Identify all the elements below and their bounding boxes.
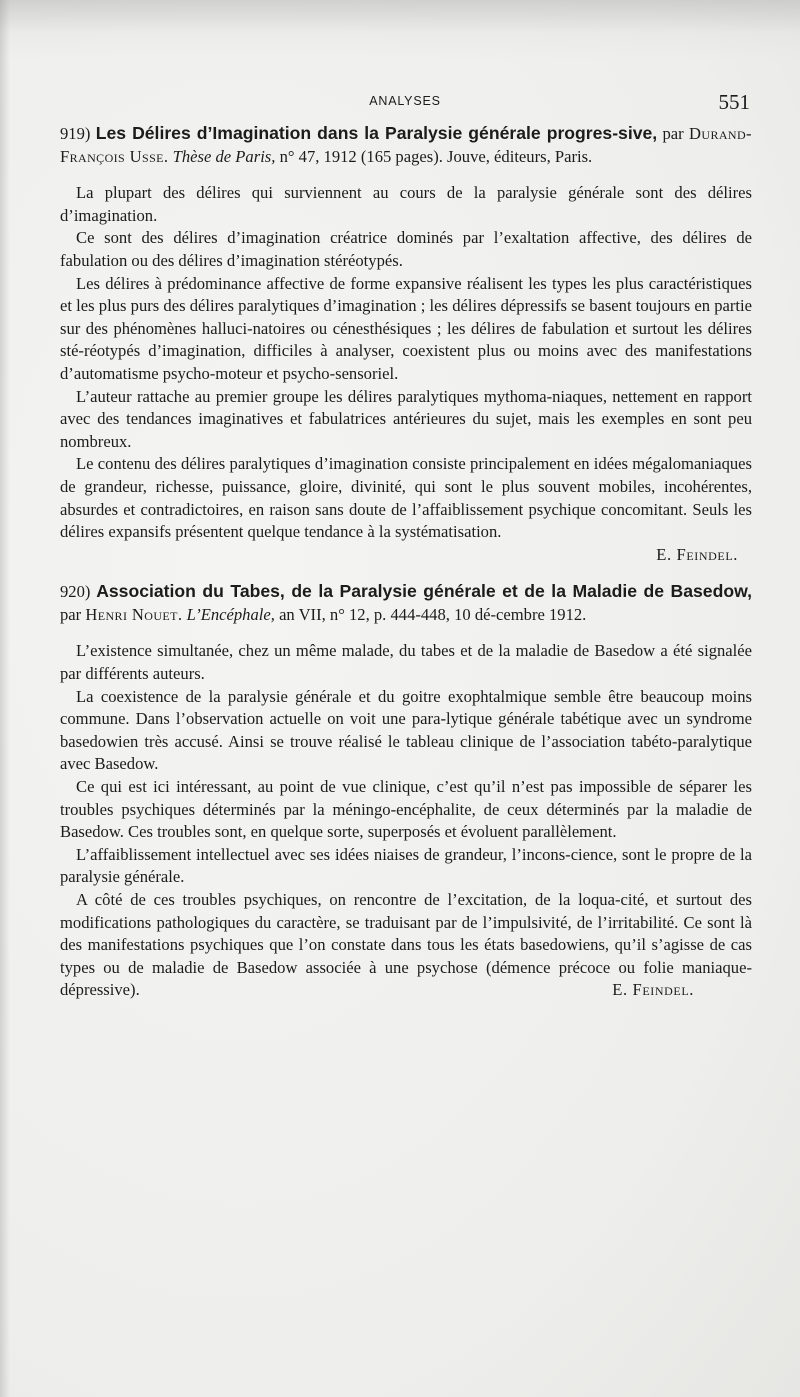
entry-paragraph: Ce sont des délires d’imagination créatrice dominés par l’exaltation affective, des délires de fabulation ou des délires d’imagination stéréotypés. [60,228,752,270]
entry-number: 920) [60,582,91,602]
entry-author: Durand-François Usse. [60,124,752,166]
entry-signature: E. Feindel. [656,544,738,564]
entry-spacer [60,566,752,580]
entry-by: par [60,604,82,624]
entry-paragraph: La plupart des délires qui surviennent au cours de la paralysie générale sont des délires d’imagination. [60,183,752,225]
entry-paragraph: L’affaiblissement intellectuel avec ses idées niaises de grandeur, l’incons-cience, sont le propre de la paralysie générale. [60,844,752,887]
entry-paragraph [60,889,752,1002]
running-head: ANALYSES [369,94,441,108]
entry-paragraph: L’existence simultanée, chez un même malade, du tabes et de la maladie de Basedow a été signalée par différents auteurs. [60,641,752,684]
entry-source-details: an VII, n° 12, p. 444-448, 10 dé-cembre 1912. [279,604,587,624]
entry-paragraph: Ce qui est ici intéressant, au point de vue clinique, c’est qu’il n’est pas impossible de séparer les troubles psychiques déterminés par la méningo-encéphalite, de ceux déterminés par la maladie de Basedow. Ces troubles sont, en quelque sorte, superposés et évoluent parallèlement. [60,777,752,842]
entry-paragraph: Le contenu des délires paralytiques d’imagination consiste principalement en idées mégalomaniaques de grandeur, richesse, puissance, gloire, divinité, qui sont le plus souvent mobiles, incohérentes, absurdes et contradictoires, en raison sans doute de l’affaiblissement psychique concomitant. Seuls les délires expansifs présentent quelque tendance à la systématisation. [60,454,752,542]
entry-source-title: L’Encéphale, [186,604,275,624]
entry-title: Les Délires d’Imagination dans la Paralysie générale progres-sive, [95,123,658,143]
entry-paragraph: La coexistence de la paralysie générale et du goitre exophtalmique semble être beaucoup moins commune. Dans l’observation actuelle on voit une para-lytique générale tabétique avec un syndrome basedowien très accusé. Ainsi se trouve réalisé le tableau clinique de l’association tabéto-paralytique avec Basedow. [60,686,752,774]
page-header [60,90,750,120]
entry-heading [60,580,752,626]
entry-paragraph: L’auteur rattache au premier groupe les délires paralytiques mythoma-niaques, nettement en rapport avec des tendances imaginatives et fabulatrices antérieures du sujet, mais les exemples en sont peu nombreux. [60,386,752,451]
entry-author: Henri Nouet. [85,604,183,624]
entry-heading [60,122,752,168]
scan-shadow-top [0,0,800,60]
entry-paragraph: Les délires à prédominance affective de forme expansive réalisent les types les plus caractéristiques et les plus purs des délires paralytiques d’imagination ; les délires dépressifs se basent toujours en partie sur des phénomènes halluci-natoires ou cénesthésiques ; les délires de fabulation et surtout les délires sté-réotypés d’imagination, difficiles à analyser, coexistent plus ou moins avec des manifestations d’automatisme psycho-moteur et psycho-sensoriel. [60,273,752,383]
page-body [60,122,752,1002]
scan-shadow-left [0,0,10,1397]
entry-signature: E. Feindel. [612,980,694,1000]
entry-source-details: n° 47, 1912 (165 pages). Jouve, éditeurs, Paris. [279,146,593,166]
entry-number: 919) [60,124,91,143]
page-number: 551 [718,90,750,114]
entry-title: Association du Tabes, de la Paralysie générale et de la Maladie de Basedow, [96,581,753,602]
abstract-entry-920 [60,580,752,1002]
abstract-entry-919 [60,122,752,566]
entry-by: par [662,124,684,143]
entry-paragraph-text: A côté de ces troubles psychiques, on rencontre de l’excitation, de la loqua-cité, et surtout des modifications pathologiques du caractère, se traduisant par de l’impulsivité, de l’irritabilité. Ce sont là des manifestations psychiques que l’on constate dans tous les états basedowiens, qu’il s’agisse de cas types ou de maladie de Basedow associée à une psychose (démence précoce ou folie maniaque-dépressive). [60,890,752,1000]
entry-source-title: Thèse de Paris, [172,146,276,166]
